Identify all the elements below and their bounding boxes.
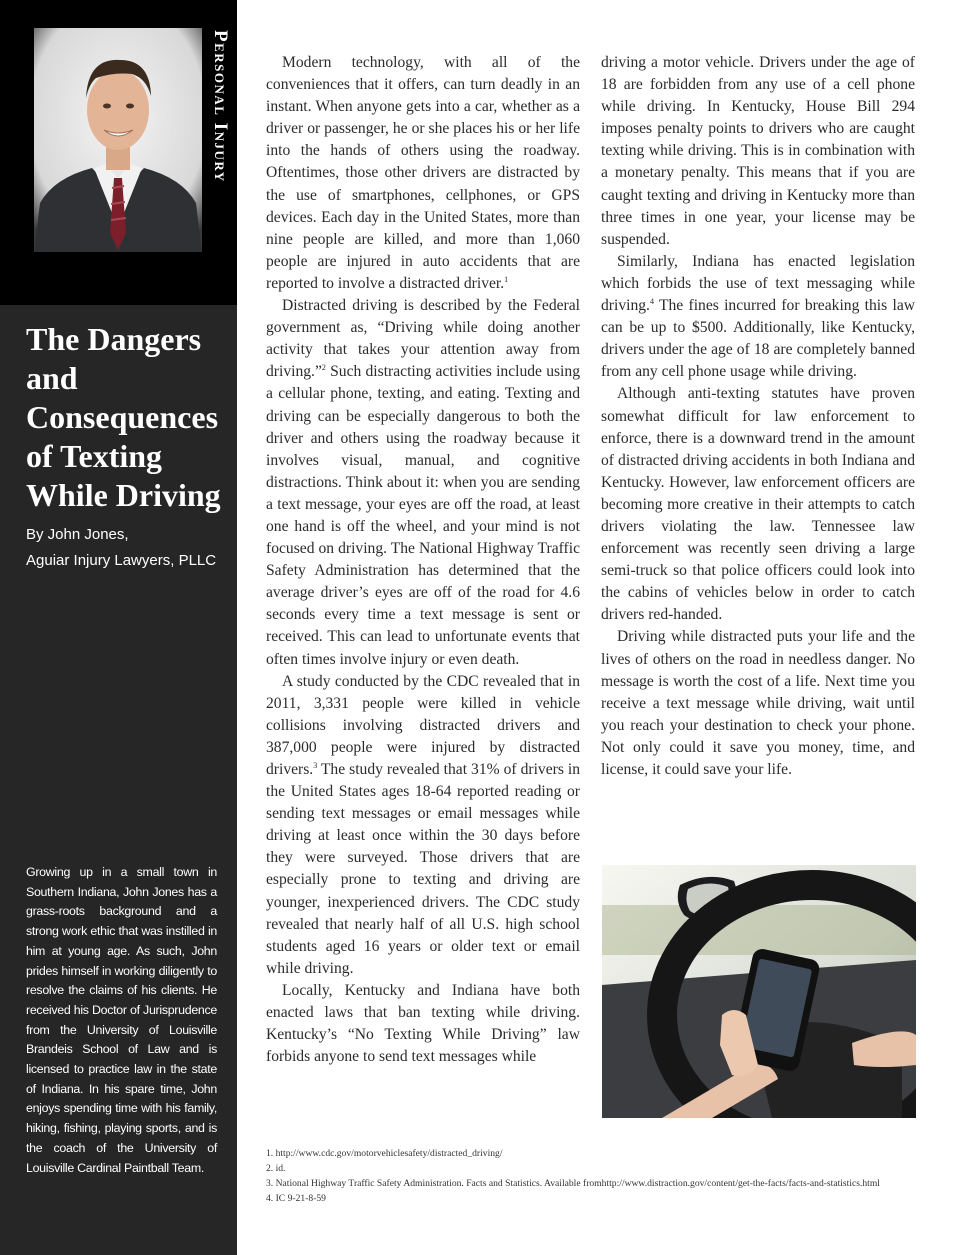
article-paragraph: Although anti-texting statutes have proven somewhat difficult for law enforcement to enforce, there is a downward trend in the amount of distracted driving accidents in both Indiana and Kentucky. However, law enforcement officers are becoming more creative in their attempts to catch drivers violating the law. Tennessee law enforcement was recently seen driving a large semi-truck so that police officers could look into the cabins of vehicles below in order to catch drivers red-handed.	[601, 385, 915, 624]
article-paragraph: driving a motor vehicle. Drivers under the age of 18 are forbidden from any use of a cell phone while driving. In Kentucky, House Bill 294 imposes penalty points to drivers who are caught texting while driving. This is in combination with a monetary penalty. This means that if you are caught texting and driving in Kentucky more than three times in one year, your license may be suspended.	[601, 54, 915, 248]
section-label: Personal Injury	[210, 30, 231, 183]
texting-while-driving-photo	[602, 865, 916, 1118]
article-paragraph: Locally, Kentucky and Indiana have both enacted laws that ban texting while driving. Kentucky’s “No Texting While Driving” law forbids anyone to send text messages while	[266, 981, 580, 1066]
footnote-ref: 3	[313, 760, 318, 770]
byline	[26, 522, 231, 574]
footnote-ref: 4	[649, 296, 654, 306]
article-column-right	[601, 52, 915, 781]
author-portrait	[34, 28, 202, 252]
article-column-left	[266, 52, 580, 1068]
footnotes	[266, 1146, 926, 1206]
author-sidebar	[0, 0, 237, 1255]
article-paragraph: Similarly, Indiana has enacted legislation which forbids the use of text messaging while driving.$^4$ The fines incurred for breaking this law can be up to $500. Additionally, like Kentucky, drivers under the age of 18 are completely banned from any cell phone usage while driving.	[601, 252, 915, 381]
footnote-ref: 1	[504, 274, 509, 284]
footnote-item: 4. IC 9-21-8-59	[266, 1193, 326, 1204]
footnote-item: 3. National Highway Traffic Safety Administration. Facts and Statistics. Available fromhttp://www.distraction.gov/content/get-the-facts/facts-and-statistics.html	[266, 1178, 880, 1189]
photo-band	[0, 0, 237, 305]
byline-author: By John Jones,	[26, 526, 129, 543]
author-bio: Growing up in a small town in Southern Indiana, John Jones has a grass-roots background and a strong work ethic that was instilled in him at young age. As such, John prides himself in working diligently to resolve the claims of his clients. He received his Doctor of Jurisprudence from the University of Louisville Brandeis School of Law and is licensed to practice law in the state of Indiana. In his spare time, John enjoys spending time with his family, hiking, fishing, playing sports, and is the coach of the University of Louisville Cardinal Paintball Team.	[26, 865, 217, 1175]
article-title: The Dangers and Consequences of Texting While Driving	[26, 321, 221, 513]
article-paragraph: A study conducted by the CDC revealed that in 2011, 3,331 people were killed in vehicle collisions involving distracted drivers and 387,000 people were injured by distracted drivers.$^3$ The study revealed that 31% of drivers in the United States ages 18-64 reported reading or sending text messages or email messages while driving at least once within the 30 days before they were surveyed. Those drivers that are especially prone to texting and driving are younger, inexperienced drivers. The CDC study revealed that nearly half of all U.S. high school students aged 16 years or older text or email while driving.	[266, 672, 580, 977]
footnote-item: 1. http://www.cdc.gov/motorvehiclesafety/distracted_driving/	[266, 1148, 503, 1159]
byline-firm: Aguiar Injury Lawyers, PLLC	[26, 552, 217, 569]
article-paragraph: Distracted driving is described by the Federal government as, “Driving while doing another activity that takes your attention away from driving.”$^2$ Such distracting activities include using a cellular phone, texting, and eating. Texting and driving can be especially dangerous to both the driver and others using the roadway because it involves visual, manual, and cognitive distractions. Think about it: when you are sending a text message, your eyes are off the road, at least one hand is off the wheel, and your mind is not focused on driving. The National Highway Traffic Safety Administration has determined that the average driver’s eyes are off of the road for 4.6 seconds every time a text message is sent or received. This can lead to unfortunate events that often times involve injury or even death.	[266, 297, 580, 668]
footnote-ref: 2	[321, 363, 326, 373]
article-paragraph: Driving while distracted puts your life and the lives of others on the road in needless danger. No message is worth the cost of a life. Next time you receive a text message while driving, wait until you reach your destination to check your phone. Not only could it save you money, time, and license, it could save your life.	[601, 628, 915, 778]
footnote-item: 2. id.	[266, 1163, 286, 1174]
article-paragraph: Modern technology, with all of the conveniences that it offers, can turn deadly in an instant. When anyone gets into a car, whether as a driver or passenger, he or she places his or her life into the hands of others using the roadway. Oftentimes, those other drivers are distracted by the use of smartphones, cellphones, or GPS devices. Each day in the United States, more than nine people are killed, and more than 1,060 people are injured in auto accidents that are reported to involve a distracted driver.$^1$	[266, 54, 580, 292]
